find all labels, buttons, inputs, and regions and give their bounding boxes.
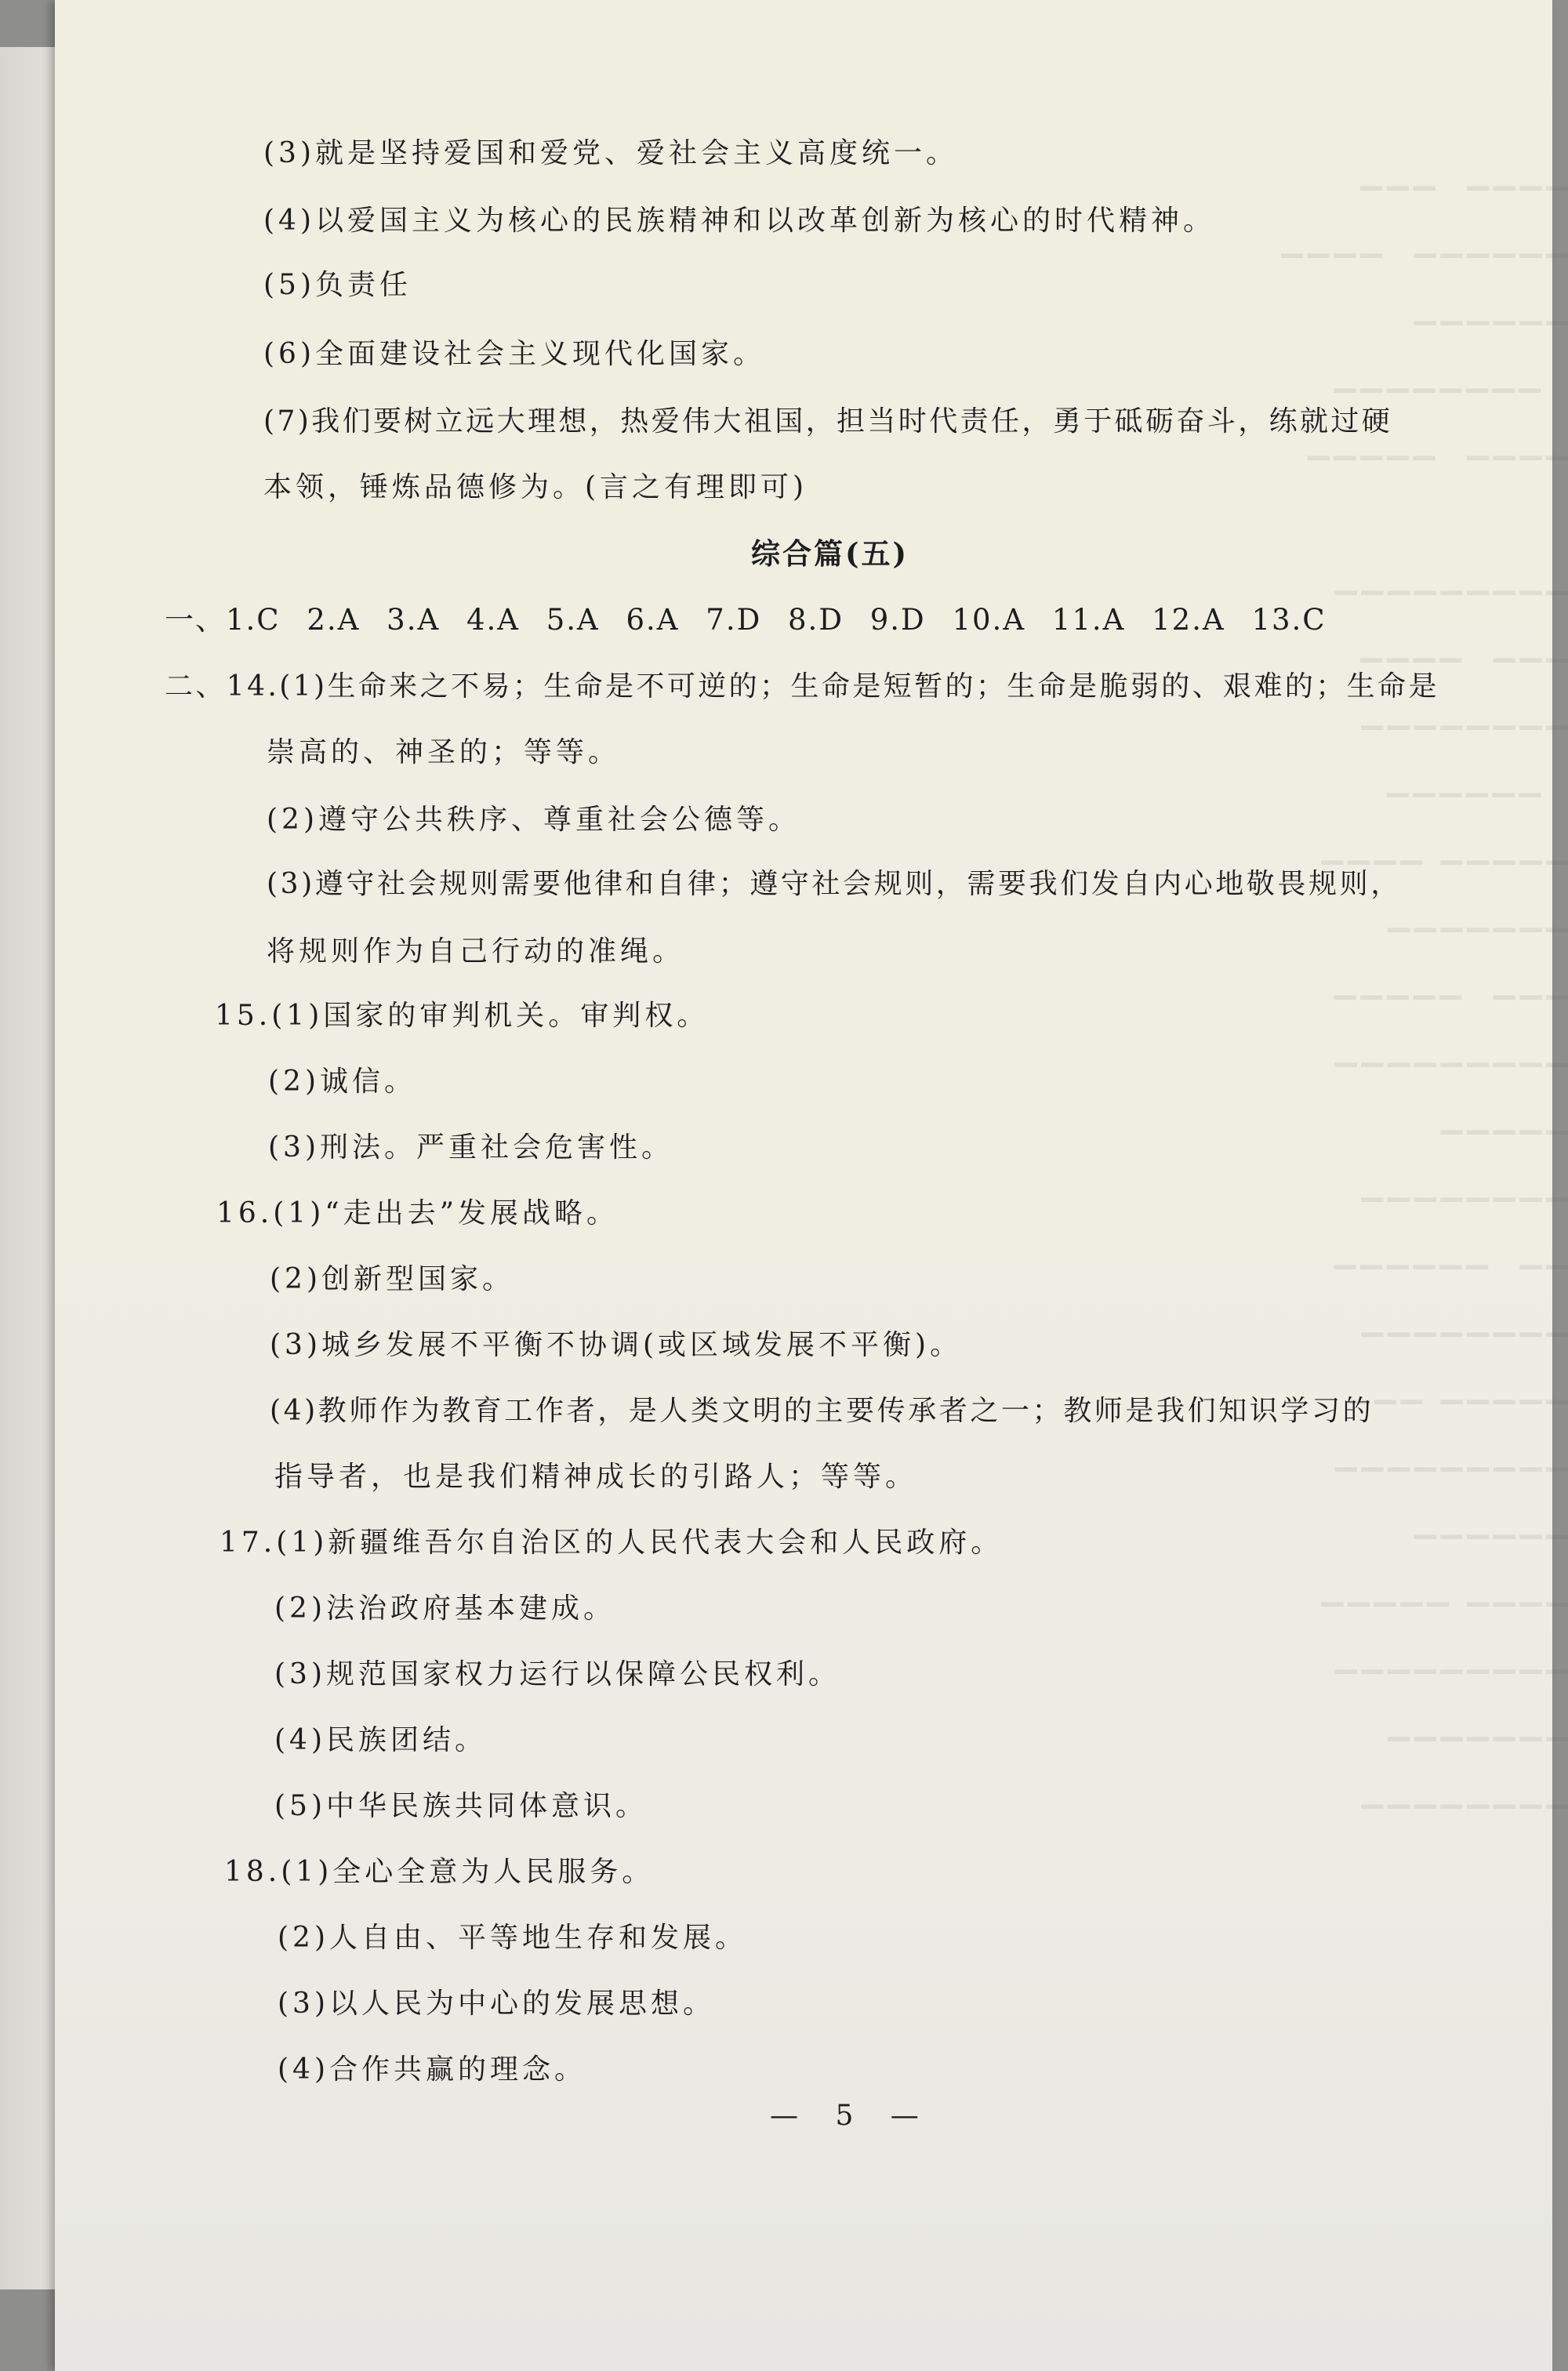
q17-line: (5)中华民族共同体意识。 [274, 1790, 648, 1822]
q17-line: (4)民族团结。 [274, 1724, 487, 1756]
answer-line: (6)全面建设社会主义现代化国家。 [263, 338, 765, 370]
q18-line: (4)合作共赢的理念。 [278, 2053, 586, 2086]
q14-line: 二、14.(1)生命来之不易；生命是不可逆的；生命是短暂的；生命是脆弱的、艰难的；生命是 [165, 670, 1439, 703]
q17-line: 17.(1)新疆维吾尔自治区的人民代表大会和人民政府。 [220, 1527, 1004, 1559]
answer-line: (7)我们要树立远大理想，热爱伟大祖国，担当时代责任，勇于砥砺奋斗，练就过硬 [263, 405, 1393, 438]
multiple-choice-answers: 一、1.C 2.A 3.A 4.A 5.A 6.A 7.D 8.D 9.D 10.A 11.A 12.A 13.C [165, 603, 1327, 637]
q17-line: (3)规范国家权力运行以保障公民权利。 [274, 1658, 840, 1690]
q16-line: (3)城乡发展不平衡不协调(或区域发展不平衡)。 [270, 1329, 963, 1361]
q14-line: (3)遵守社会规则需要他律和自律；遵守社会规则，需要我们发自内心地敬畏规则， [267, 868, 1402, 900]
answer-line: (3)就是坚持爱国和爱党、爱社会主义高度统一。 [263, 137, 958, 169]
q15-line: (2)诚信。 [268, 1066, 416, 1098]
answer-line: (5)负责任 [263, 269, 412, 301]
q17-line: (2)法治政府基本建成。 [274, 1592, 615, 1625]
q14-line: 将规则作为自己行动的准绳。 [267, 935, 685, 968]
q16-line: 指导者，也是我们精神成长的引路人；等等。 [274, 1461, 918, 1493]
q14-line: (2)遵守公共秩序、尊重社会公德等。 [267, 804, 800, 836]
section-title: 综合篇(五) [751, 536, 909, 571]
q15-line: (3)刑法。严重社会危害性。 [268, 1131, 673, 1164]
q14-line: 崇高的、神圣的；等等。 [267, 736, 621, 768]
q16-line: (4)教师作为教育工作者，是人类文明的主要传承者之一；教师是我们知识学习的 [270, 1395, 1374, 1427]
answer-line: (4)以爱国主义为核心的民族精神和以改革创新为核心的时代精神。 [263, 205, 1215, 237]
q16-line: 16.(1)“走出去”发展战略。 [216, 1197, 619, 1229]
q18-line: (2)人自由、平等地生存和发展。 [278, 1922, 747, 1954]
answer-line: 本领，锤炼品德修为。(言之有理即可) [263, 471, 808, 503]
bleed-through-text: ▁▁▁▁ ▁▁▁ ▁▁▁▁▁▁ ▁▁▁▁ ▁▁▁▁▁▁ ▁▁▁▁▁▁▁▁ ▁▁▁▁ ▁▁▁▁▁ ▁▁▁▁▁▁▁▁▁ ▁▁▁ ▁▁▁▁ ▁▁▁▁▁▁▁▁ ▁▁▁▁▁▁ ▁▁▁▁▁ ▁▁▁▁ ▁▁▁▁▁▁▁ ▁▁▁ ▁▁▁▁▁ ▁▁▁▁▁▁▁▁▁ ▁▁▁▁▁ ▁▁▁▁▁▁▁▁ ▁▁ ▁▁▁▁▁▁ ▁▁▁▁▁▁▁▁ ▁▁▁▁▁ ▁▁▁ ▁▁▁▁▁▁▁▁▁ ▁▁▁▁▁▁ ▁▁▁▁ ▁▁▁▁▁ ▁▁▁▁▁▁▁▁▁ ▁▁▁▁▁▁▁ ▁▁▁▁▁▁▁▁ [1276, 158, 1568, 1809]
q18-line: (3)以人民为中心的发展思想。 [278, 1988, 715, 2020]
q16-line: (2)创新型国家。 [270, 1263, 514, 1295]
q15-line: 15.(1)国家的审判机关。审判权。 [215, 1000, 710, 1032]
page-number: — 5 — [770, 2100, 933, 2132]
q18-line: 18.(1)全心全意为人民服务。 [224, 1856, 655, 1888]
